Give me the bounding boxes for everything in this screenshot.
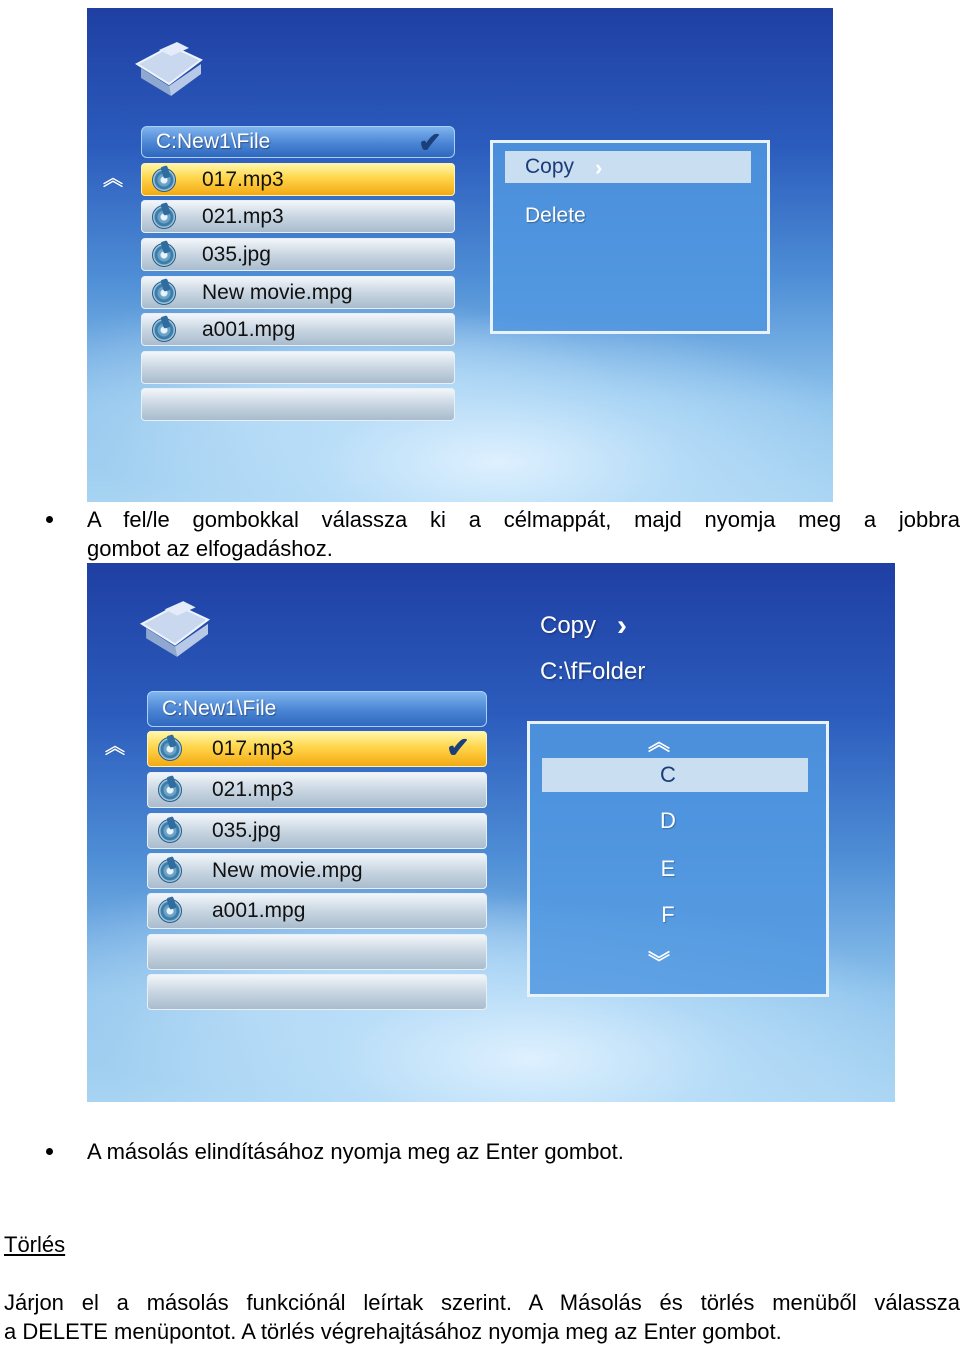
scroll-up-icon[interactable]: ︽ (105, 736, 125, 758)
file-name: a001.mpg (202, 318, 296, 341)
file-row[interactable] (147, 731, 487, 767)
media-file-icon (152, 281, 176, 305)
target-path: C:\fFolder (540, 658, 646, 685)
file-name: 035.jpg (212, 819, 281, 842)
file-name: 021.mp3 (202, 205, 284, 228)
drive-item-e[interactable]: E (660, 856, 676, 881)
path-label: C:New1\File (156, 130, 271, 153)
path-bar (141, 126, 455, 158)
chevron-right-icon: › (617, 609, 627, 642)
checked-icon[interactable]: ✔ (446, 732, 470, 763)
bullet-point (46, 516, 53, 523)
section-heading: Törlés (4, 1232, 66, 1257)
file-row[interactable] (141, 200, 455, 233)
paragraph-line: a DELETE menüpontot. A törlés végrehajtásához nyomja meg az Enter gombot. (4, 1319, 782, 1344)
instruction-text-line: gombot az elfogadáshoz. (87, 536, 333, 561)
drive-item-c[interactable]: C (660, 762, 676, 787)
bullet-point (46, 1148, 53, 1155)
chevron-right-icon: › (595, 155, 603, 180)
folder-icon (135, 597, 215, 663)
paragraph-line: Járjon el a másolás funkciónál leírtak szerint. A Másolás és törlés menüből válassza (4, 1290, 960, 1315)
file-row[interactable] (141, 238, 455, 271)
scroll-down-icon[interactable]: ︾ (648, 950, 671, 975)
instruction-text-line: A fel/le gombokkal válassza ki a célmappát, majd nyomja meg a jobbra (87, 507, 960, 532)
file-name: 017.mp3 (212, 737, 294, 760)
screenshot-copy-delete-menu (87, 8, 833, 502)
media-file-icon (158, 899, 182, 923)
file-row-empty[interactable] (147, 934, 487, 970)
scroll-up-icon[interactable]: ︽ (648, 730, 671, 755)
media-file-icon (152, 205, 176, 229)
action-label-text: Copy (540, 612, 597, 639)
media-file-icon (152, 318, 176, 342)
media-file-icon (152, 168, 176, 192)
instruction-text: A másolás elindításához nyomja meg az Enter gombot. (87, 1139, 624, 1164)
menu-item-label: Delete (525, 204, 586, 227)
scroll-up-icon[interactable]: ︽ (103, 168, 123, 190)
drive-select-panel (527, 721, 829, 997)
menu-item-delete[interactable] (525, 201, 586, 231)
file-row-empty[interactable] (141, 388, 455, 421)
media-file-icon (158, 819, 182, 843)
action-label (540, 611, 596, 641)
check-all-icon[interactable]: ✔ (418, 127, 442, 158)
menu-item-copy[interactable] (525, 152, 574, 182)
media-file-icon (158, 778, 182, 802)
media-file-icon (158, 737, 182, 761)
file-row[interactable] (141, 276, 455, 309)
file-row[interactable] (147, 813, 487, 849)
file-row[interactable] (141, 163, 455, 196)
file-name: a001.mpg (212, 899, 306, 922)
path-label: C:New1\File (162, 697, 277, 720)
file-name: 021.mp3 (212, 778, 294, 801)
file-name: New movie.mpg (202, 281, 353, 304)
drive-item-f[interactable]: F (661, 902, 675, 927)
file-row[interactable] (147, 893, 487, 929)
media-file-icon (158, 859, 182, 883)
file-row-empty[interactable] (147, 974, 487, 1010)
file-row-empty[interactable] (141, 351, 455, 384)
file-row[interactable] (141, 313, 455, 346)
media-file-icon (152, 243, 176, 267)
folder-icon (131, 38, 207, 102)
file-name: New movie.mpg (212, 859, 363, 882)
file-row[interactable] (147, 772, 487, 808)
path-bar (147, 691, 487, 727)
file-name: 035.jpg (202, 243, 271, 266)
screenshot-copy-target-select (87, 563, 895, 1102)
file-name: 017.mp3 (202, 168, 284, 191)
file-row[interactable] (147, 853, 487, 889)
drive-item-d[interactable]: D (660, 808, 676, 833)
copy-delete-menu (490, 140, 770, 334)
menu-item-label: Copy (525, 155, 575, 178)
